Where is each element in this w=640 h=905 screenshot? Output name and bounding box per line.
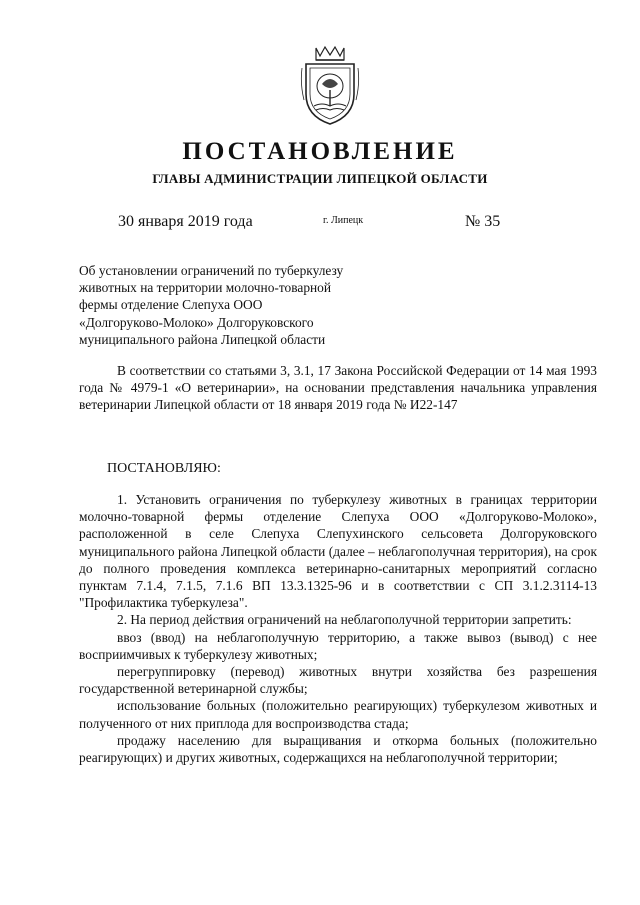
paragraph: 2. На период действия ограничений на неблагополучной территории запретить: [117,612,572,628]
decree-body [79,491,597,766]
subject-line: муниципального района Липецкой области [79,331,326,347]
document-date: 30 января 2019 года [118,213,253,230]
document-subject [79,262,399,348]
preamble [79,362,597,414]
paragraph: ввоз (ввод) на неблагополучную территорию, а также вывоз (вывод) с нее восприимчивых к туберкулезу животных; [79,629,597,662]
document-title: ПОСТАНОВЛЕНИЕ [182,138,458,165]
paragraph: продажу населению для выращивания и откорма больных (положительно реагирующих) и других животных, содержащихся на неблагополучной территории; [79,732,597,766]
paragraph: перегруппировку (перевод) животных внутри хозяйства без разрешения государственной ветеринарной службы; [79,664,597,697]
preamble-text: В соответствии со статьями 3, 3.1, 17 Закона Российской Федерации от 14 мая 1993 года № 4979-1 «О ветеринарии», на основании представления начальника управления ветеринарии Липецкой области от 18 января 2019 года № И22-147 [79,363,597,413]
paragraph: 1. Установить ограничения по туберкулезу животных в границах территории молочно-товарной фермы отделение Слепуха ООО «Долгоруково-Молоко», расположенной в селе Слепуха Слепухинского сельсовета Долгоруковского муниципального района Липецкой области (далее – неблагополучная территория), на срок до полного проведения комплекса ветеринарно-санитарных мероприятий согласно пунктам 7.1.4, 7.1.5, 7.1.6 ВП 13.3.1325-96 и в соответствии с СП 3.1.2.3114-13 "Профилактика туберкулеза". [79,492,597,611]
document-city: г. Липецк [323,215,364,226]
subject-line: «Долгоруково-Молоко» Долгоруковского [79,314,314,330]
subject-line: фермы отделение Слепуха ООО [79,297,263,313]
coat-of-arms-icon [300,44,360,126]
subject-line: животных на территории молочно-товарной [79,280,332,296]
paragraph: использование больных (положительно реагирующих) туберкулезом животных и полученного от них приплода для воспроизводства стада; [79,698,597,731]
decree-heading: ПОСТАНОВЛЯЮ: [107,461,221,476]
document-subtitle: ГЛАВЫ АДМИНИСТРАЦИИ ЛИПЕЦКОЙ ОБЛАСТИ [152,171,488,186]
document-number: № 35 [465,213,501,230]
subject-line: Об установлении ограничений по туберкулезу [79,263,344,278]
